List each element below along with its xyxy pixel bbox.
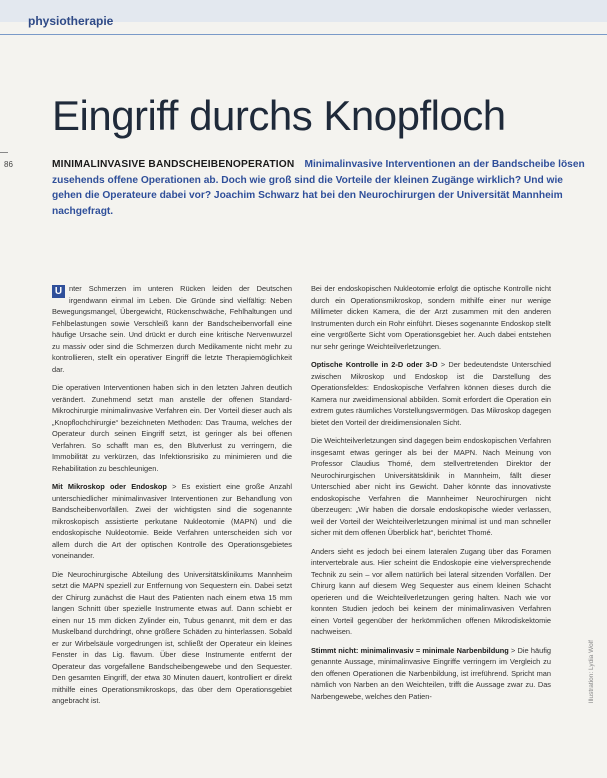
paragraph: Bei der endoskopischen Nukleotomie erfolgt die optische Kontrolle nicht durch ein Operationsmikroskop, sondern mithilfe einer nur wenige Millimeter dicken Kamera, die der Arzt zusammen mit den anderen Instrumenten durch ein Rohr einführt. Dieses sogenannte Endoskop stellt eine vergrößerte Sicht vom Operationsgebiet her. Auch dabei entstehen nur sehr geringe Weichteilverletzungen. <box>311 284 551 351</box>
paragraph: Die operativen Interventionen haben sich in den letzten Jahren deutlich verändert. Zunehmend setzt man anstelle der offenen Standard-Mikrochirurgie minimalinvasive Verfahren ein. Der Vorteil dieser auch als „Knopflochchirurgie“ bezeichneten Methoden: Das Trauma, welches der Operateur durch seinen Eingriff setzt, ist geringer als bei offenen Verfahren. So schafft man es, den Blutverlust zu verringern, die Immobilität zu verkürzen, das Infektionsrisiko zu minimieren und die Rehabilitation zu beschleunigen. <box>52 383 292 473</box>
article-intro <box>52 157 592 219</box>
paragraph: Die Neurochirurgische Abteilung des Universitätsklinikums Mannheim setzt die MAPN speziell zur Entfernung von Sequestern ein. Dabei setzt der Chirurg zunächst die Haut des Patienten nach einem etwa 15 mm langen Schnitt über spezielle Instrumente etwas auf. Dann schiebt er einen nur 15 mm dicken Zylinder ein, Tubus genannt, mit dem er das Muskelband durchdringt, ohne größere Schäden zu hinterlassen. Sobald er zur Wirbelsäule vorgedrungen ist, schließt der Operateur ein kleines Fenster in das Lig. flavum. Über diese Instrumente entfernt der Operateur das vorgefallene Bandscheibengewebe und den Sequester. Den gesamten Eingriff, der etwa 30 Minuten dauert, kontrolliert er direkt mithilfe eines Operationsmikroskops, das über dem Operationsgebiet angebracht ist. <box>52 569 292 705</box>
paragraph: Anders sieht es jedoch bei einem lateralen Zugang über das Foramen intervertebrale aus. Hier scheint die Endoskopie eine vielversprechende Technik zu sein – vor allem natürlich bei lateral sitzenden Vorfällen. Der Chirurg kann auf diesem Weg Sequester aus einem kleinen Schacht operieren und die Weichteilverletzungen gering halten. Nach wie vor konnten Studien jedoch bei keinem der minimalinvasiven Verfahren einen Vorteil gegenüber der herkömmlichen offenen Mikrodiskektomie nachweisen. <box>311 546 551 636</box>
page-marker <box>0 152 8 153</box>
subheading: Mit Mikroskop oder Endoskop <box>52 482 167 491</box>
subheading: Optische Kontrolle in 2-D oder 3-D <box>311 360 438 369</box>
article-column-left <box>52 283 292 714</box>
section-label-prefix: physio <box>28 14 67 28</box>
subheading: Stimmt nicht: minimalinvasiv = minimale Narbenbildung <box>311 645 509 655</box>
section-label-suffix: therapie <box>66 14 114 28</box>
paragraph: Mit Mikroskop oder Endoskop > Es existiert eine große Anzahl unterschiedlicher minimalinvasiver Interventionen zur Behandlung von Bandscheibenvorfällen. Zwei der wichtigsten sind die sogenannte mikroskopisch assistierte perkutane Nukleotomie (MAPN) und die endoskopische Nukleotomie. Beide Verfahren unterscheiden sich vor allem durch die Art der optischen Kontrolle des Operationsgebietes voneinander. <box>52 482 292 560</box>
paragraph-text: nter Schmerzen im unteren Rücken leiden der Deutschen irgendwann einmal im Leben. Die Gründe sind vielfältig: Neben Bewegungsmangel, Übergewicht, Rückenschwäche, Fehlhaltungen und Fehlbelastungen sowie Verschleiß kann der Bandscheibenvorfall eine häufige Ursache sein. Und drückt er durch eine kritische Nervenwurzel zu massiv oder sind die Schmerzen durch Medikamente nicht mehr zu kontrollieren, stellt ein operativer Eingriff die letzte Therapiemöglichkeit dar. <box>52 284 292 374</box>
paragraph: Stimmt nicht: minimalinvasiv = minimale Narbenbildung > Die häufig genannte Aussage, minimalinvasive Eingriffe verringern im Vergleich zu den offenen Operationen die Narbenbildung, ist irreführend. Spricht man nämlich von Narben an den Weichteilen, trifft die Aussage zwar zu. Das Narbengewebe, welches den Patien- <box>311 645 551 701</box>
image-credit: Illustration: Lydia Wolf <box>588 640 595 704</box>
article-column-right <box>311 283 551 709</box>
paragraph: Die Weichteilverletzungen sind dagegen beim endoskopischen Verfahren insgesamt etwas geringer als bei der MAPN. Nach Meinung von Professor Claudius Thomé, dem stellvertretenden Direktor der Neurochirurgischen Universitätsklinik in Mannheim, fällt dieser Unterschied aber nicht ins Gewicht. Daher könnte das innovativste endoskopische Verfahren die Mannheimer Neurochirurgen nicht überzeugen: „Wir haben die dorsale endoskopische wieder verlassen, weil der Vorteil der Weichteilverletzungen minimal ist und man schneller sicher mit dem offenen Überblick hat“, berichtet Thomé. <box>311 436 551 537</box>
page-number: 86 <box>4 160 13 169</box>
intro-kicker: MINIMALINVASIVE BANDSCHEIBENOPERATION <box>52 159 295 170</box>
intro-text: Minimalinvasive Interventionen an der Bandscheibe lösen zusehends offene Operationen ab. Doch wie groß sind die Vorteile der kleinen Zugänge wirklich? Und wie gehen die Operateure dabei vor? Joachim Schwarz hat bei den Neurochirurgen der Universität Mannheim nachgefragt. <box>52 159 585 217</box>
paragraph-text: Es existiert eine große Anzahl unterschiedlicher minimalinvasiver Interventionen zur Behandlung von Bandscheibenvorfällen. Zwei der wichtigsten sind die sogenannte mikroskopisch assistierte perkutane Nukleotomie (MAPN) und die endoskopische Nukleotomie. Beide Verfahren unterscheiden sich vor allem durch die Art der optischen Kontrolle des Operationsgebietes voneinander. <box>52 482 292 560</box>
dropcap: U <box>52 285 65 298</box>
paragraph: Optische Kontrolle in 2-D oder 3-D > Der bedeutendste Unterschied zwischen Mikroskop und Endoskop ist die Darstellung des Operationsfeldes: Endoskopische Verfahren können dieses durch die Kamera nur zweidimensional abbilden. Somit erfordert die Operation ein extrem gutes räumliches Vorstellungsvermögen. Das Mikroskop dagegen bietet den Vorteil der dreidimensionalen Sicht. <box>311 360 551 427</box>
paragraph-text: Der bedeutendste Unterschied zwischen Mikroskop und Endoskop ist die Darstellung des Operationsfeldes: Endoskopische Verfahren können dieses durch die Kamera nur zweidimensional abbilden. Somit erfordert die Operation ein extrem gutes räumliches Vorstellungsvermögen. Das Mikroskop dagegen bietet den Vorteil der dreidimensionalen Sicht. <box>311 360 551 427</box>
paragraph <box>52 283 292 375</box>
paragraph-text: Die häufig genannte Aussage, minimalinvasive Eingriffe verringern im Vergleich zu den offenen Operationen die Narbenbildung, ist irreführend. Spricht man nämlich von Narben an den Weichteilen, trifft die Aussage zwar zu. Das Narbengewebe, welches den Patien- <box>311 645 551 701</box>
header-rule <box>0 34 607 35</box>
article-title: Eingriff durchs Knopfloch <box>52 92 506 139</box>
section-label <box>28 14 113 28</box>
